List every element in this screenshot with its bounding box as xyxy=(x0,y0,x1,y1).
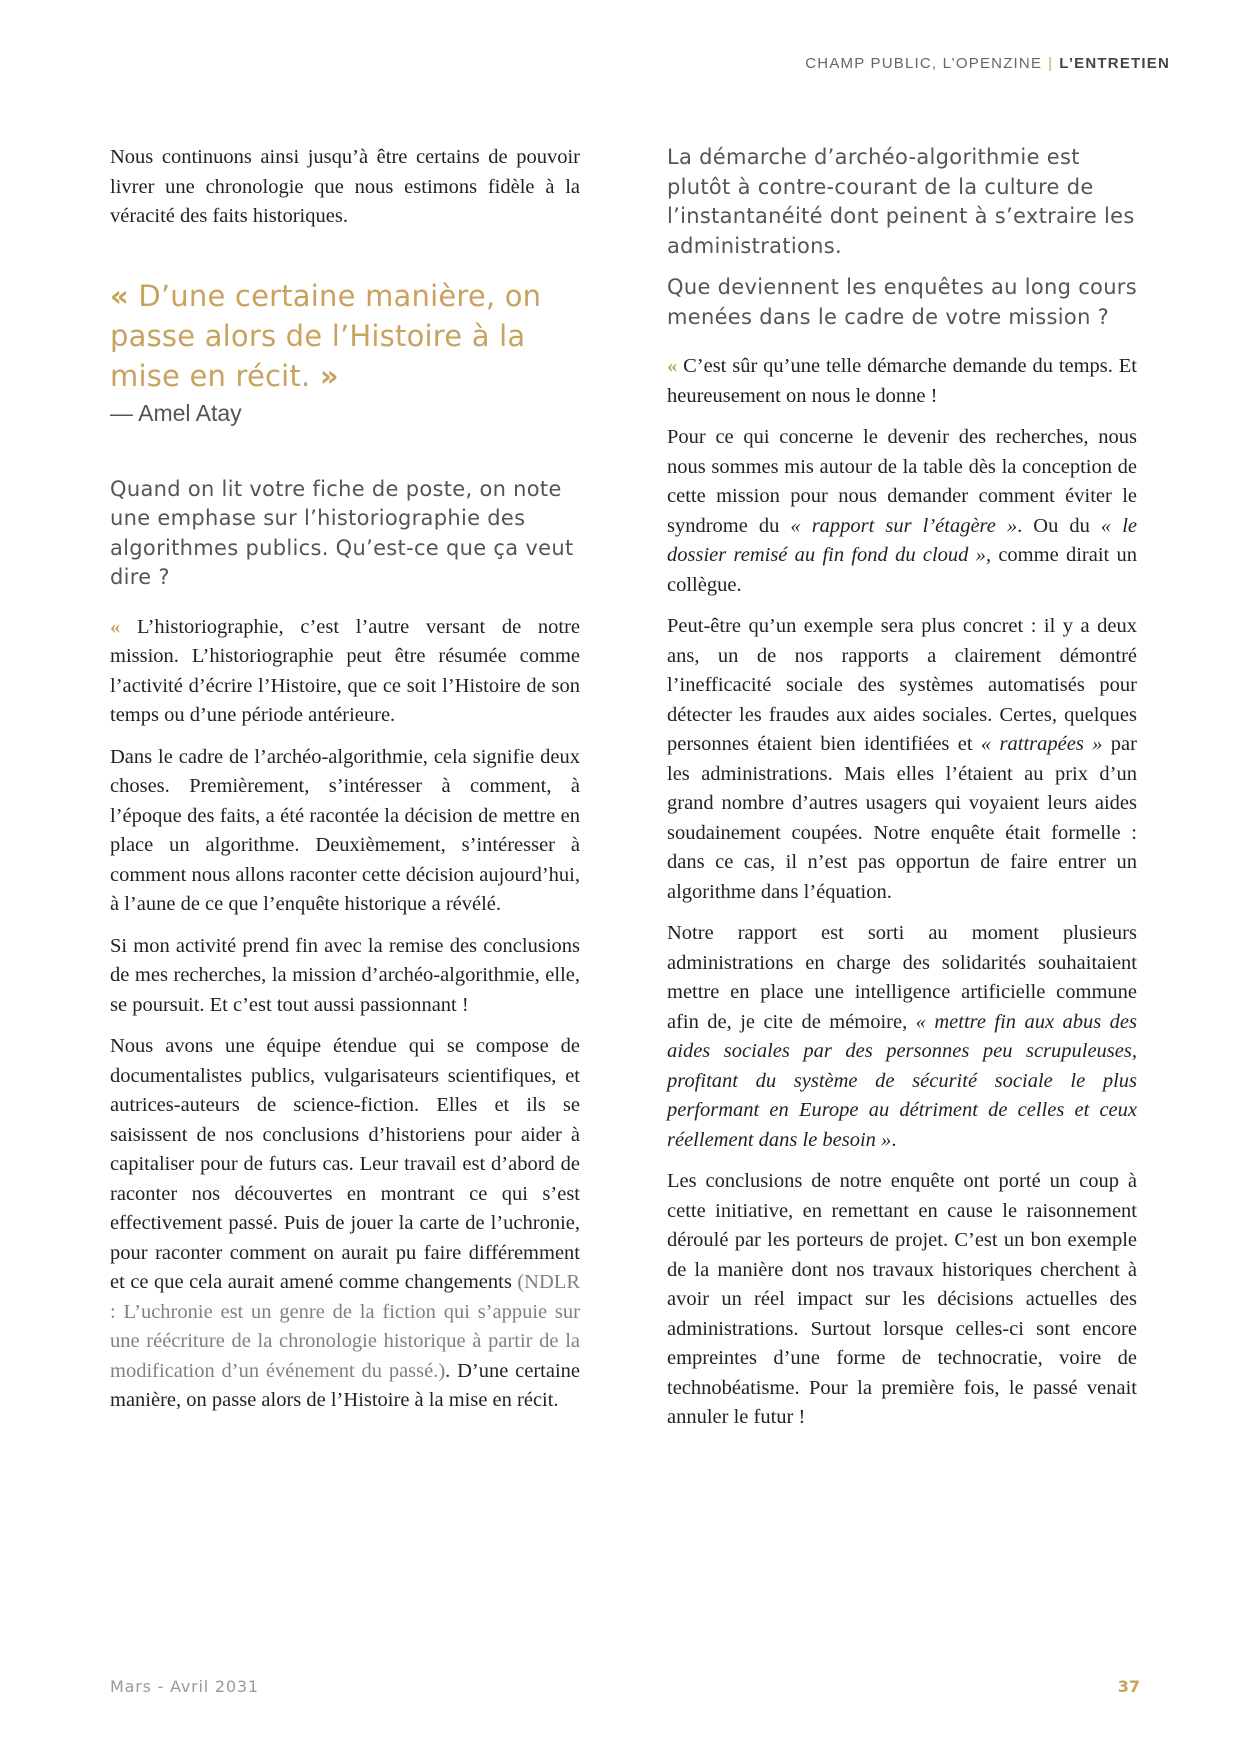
p2-part-a: Pour ce qui concerne le devenir des recherches, nous nous sommes mis autour de la table dès la conception de cette mission pour nous demander comment éviter le syndrome du xyxy=(667,426,1137,537)
answer-paragraph-4 xyxy=(110,1032,580,1416)
quote-open-mark: « xyxy=(110,278,129,313)
publication-name: CHAMP PUBLIC, L’OPENZINE xyxy=(805,55,1043,72)
answer-open-mark: « xyxy=(667,355,678,377)
p4-part-a: Notre rapport est sorti au moment plusieurs administrations en charge des solidarités souhaitaient mettre en place une intelligence artificielle commune afin de, je cite de mémoire, xyxy=(667,922,1137,1033)
left-column xyxy=(110,143,580,1428)
p3-italic-quote: « rattrapées » xyxy=(980,733,1103,755)
p4-part-b: . xyxy=(891,1128,897,1151)
running-header xyxy=(805,55,1170,72)
p2-part-c: , comme dirait un collègue. xyxy=(667,544,1137,596)
intro-paragraph: Nous continuons ainsi jusqu’à être certains de pouvoir livrer une chronologie que nous estimons fidèle à la véracité des faits historiques. xyxy=(110,146,580,227)
editor-note: (NDLR : L’uchronie est un genre de la fiction qui s’appuie sur une réécriture de la chronologie historique à partir de la modification d’un événement du passé.) xyxy=(110,1271,580,1382)
section-name: L’ENTRETIEN xyxy=(1059,55,1170,72)
answer-paragraph-4 xyxy=(667,919,1137,1155)
interview-question: Quand on lit votre fiche de poste, on note une emphase sur l’historiographie des algorithmes publics. Qu’est-ce que ça veut dire ? xyxy=(110,476,574,589)
interview-question-2: Que deviennent les enquêtes au long cours menées dans le cadre de votre mission ? xyxy=(667,275,1137,329)
answer-text-1: L’historiographie, c’est l’autre versant de notre mission. L’historiographie peut être résumée comme l’activité d’écrire l’Histoire, que ce soit l’Histoire de son temps ou d’une période antérieure. xyxy=(110,615,581,726)
paragraph-4-start: Nous avons une équipe étendue qui se compose de documentalistes publics, vulgarisateurs scientifiques, et autrices-auteurs de science-fiction. Elles et ils se saisissent de nos conclusions d’historiens pour aider à capitaliser pour de futurs cas. Leur travail est d’abord de raconter nos découvertes en montrant ce qui s’est effectivement passé. Puis de jouer la carte de l’uchronie, pour raconter comment on aurait pu faire différemment et ce que cela aurait amené comme changements xyxy=(110,1035,580,1293)
quote-close-mark: » xyxy=(319,358,339,393)
answer-paragraph-3 xyxy=(667,612,1137,907)
p3-part-a: Peut-être qu’un exemple sera plus concret : il y a deux ans, un de nos rapports a clairement démontré l’inefficacité sociale des systèmes automatisés pour détecter les fraudes aux aides sociales. Certes, quelques personnes étaient bien identifiées et xyxy=(667,615,1137,755)
answer-paragraph-1 xyxy=(110,613,580,731)
p3-part-b: par les administrations. Mais elles l’étaient au prix d’un grand nombre d’autres usagers qui voyaient leurs aides soudainement coupées. Notre enquête était formelle : dans ce cas, il n’est pas opportun de faire entrer un algorithme dans l’équation. xyxy=(667,733,1137,903)
pull-quote-attribution: — Amel Atay xyxy=(110,399,242,426)
p4-italic-quote: « mettre fin aux abus des aides sociales par des personnes peu scrupuleuses, profitant du système de sécurité sociale le plus performant en Europe au détriment de celles et ceux réellement dans le besoin » xyxy=(667,1010,1137,1151)
p2-italic-quote-1: « rapport sur l’étagère » xyxy=(790,514,1018,537)
right-column xyxy=(667,143,1137,1445)
answer-paragraph-3: Si mon activité prend fin avec la remise des conclusions de mes recherches, la mission d’archéo-algorithmie, elle, se poursuit. Et c’est tout aussi passionnant ! xyxy=(110,934,580,1016)
answer-paragraph-2: Dans le cadre de l’archéo-algorithmie, cela signifie deux choses. Premièrement, s’intéresser à comment, à l’époque des faits, a été racontée la décision de mettre en place un algorithme. Deuxièmement, s’intéresser à comment nous allons raconter cette décision aujourd’hui, à l’aune de ce que l’enquête historique a révélé. xyxy=(110,745,580,915)
p2-part-b: . Ou du xyxy=(1017,514,1101,537)
header-separator: | xyxy=(1048,55,1054,72)
answer-text-1: C’est sûr qu’une telle démarche demande du temps. Et heureusement on nous le donne ! xyxy=(667,355,1137,407)
answer-paragraph-5: Les conclusions de notre enquête ont porté un coup à cette initiative, en remettant en cause le raisonnement déroulé par les porteurs de projet. C’est un bon exemple de la manière dont nos travaux historiques cherchent à avoir un réel impact sur les décisions actuelles des administrations. Surtout lorsque celles-ci sont encore empreintes d’une forme de technocratie, voire de technobéatisme. Pour la première fois, le passé venait annuler le futur ! xyxy=(667,1170,1137,1428)
interview-question-1: La démarche d’archéo-algorithmie est plutôt à contre-courant de la culture de l’instantanéité dont peinent à s’extraire les administrations. xyxy=(667,145,1135,258)
pull-quote-text xyxy=(110,276,580,396)
answer-open-mark: « xyxy=(110,615,121,638)
answer-paragraph-1 xyxy=(667,352,1137,411)
page-number: 37 xyxy=(1117,1677,1140,1696)
pull-quote-body: D’une certaine manière, on passe alors de l’Histoire à la mise en récit. xyxy=(110,278,542,393)
paragraph-4-end: . D’une certaine manière, on passe alors de l’Histoire à la mise en récit. xyxy=(110,1359,580,1411)
p2-italic-quote-2: « le dossier remisé au fin fond du cloud » xyxy=(667,514,1137,566)
pull-quote xyxy=(110,276,580,427)
footer-date: Mars - Avril 2031 xyxy=(110,1677,259,1696)
answer-paragraph-2 xyxy=(667,423,1137,600)
